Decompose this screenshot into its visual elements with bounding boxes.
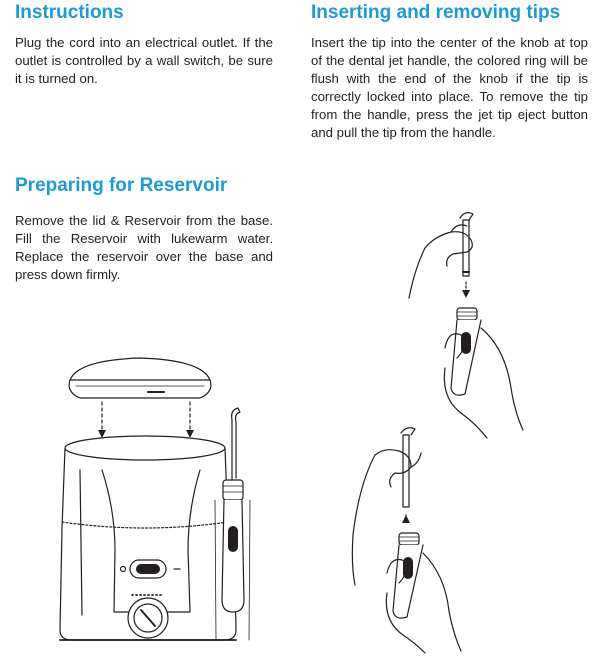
reservoir-body	[62, 436, 228, 528]
upper-hand-holding-tip	[409, 213, 473, 298]
tips-heading: Inserting and removing tips	[311, 2, 561, 23]
tips-paragraph: Insert the tip into the center of the knob at top of the dental jet handle, the colored ring will be flush with the end of the knob if the tip is correctly locked into place. To remove the tip from the handle, press the jet tip eject button and pull the tip from the handle.	[311, 35, 588, 140]
insert-tip-illustration	[405, 208, 545, 438]
reservoir-heading: Preparing for Reservoir	[15, 175, 228, 196]
dental-jet-handle	[215, 408, 250, 640]
instructions-heading: Instructions	[15, 2, 124, 23]
water-flosser-illustration	[40, 350, 270, 650]
lower-hand-holding-handle	[444, 308, 523, 438]
direction-arrows	[102, 402, 190, 434]
reservoir-paragraph: Remove the lid & Reservoir from the base. Fill the Reservoir with lukewarm water. Replace the reservoir over the base and press down firmly.	[15, 213, 273, 282]
reservoir-lid	[69, 358, 211, 398]
lower-hand-with-handle	[386, 533, 461, 653]
base-unit	[60, 470, 236, 640]
instructions-paragraph: Plug the cord into an electrical outlet. If the outlet is controlled by a wall switch, be sure it is turned on.	[15, 35, 273, 86]
remove-tip-illustration	[345, 425, 505, 653]
